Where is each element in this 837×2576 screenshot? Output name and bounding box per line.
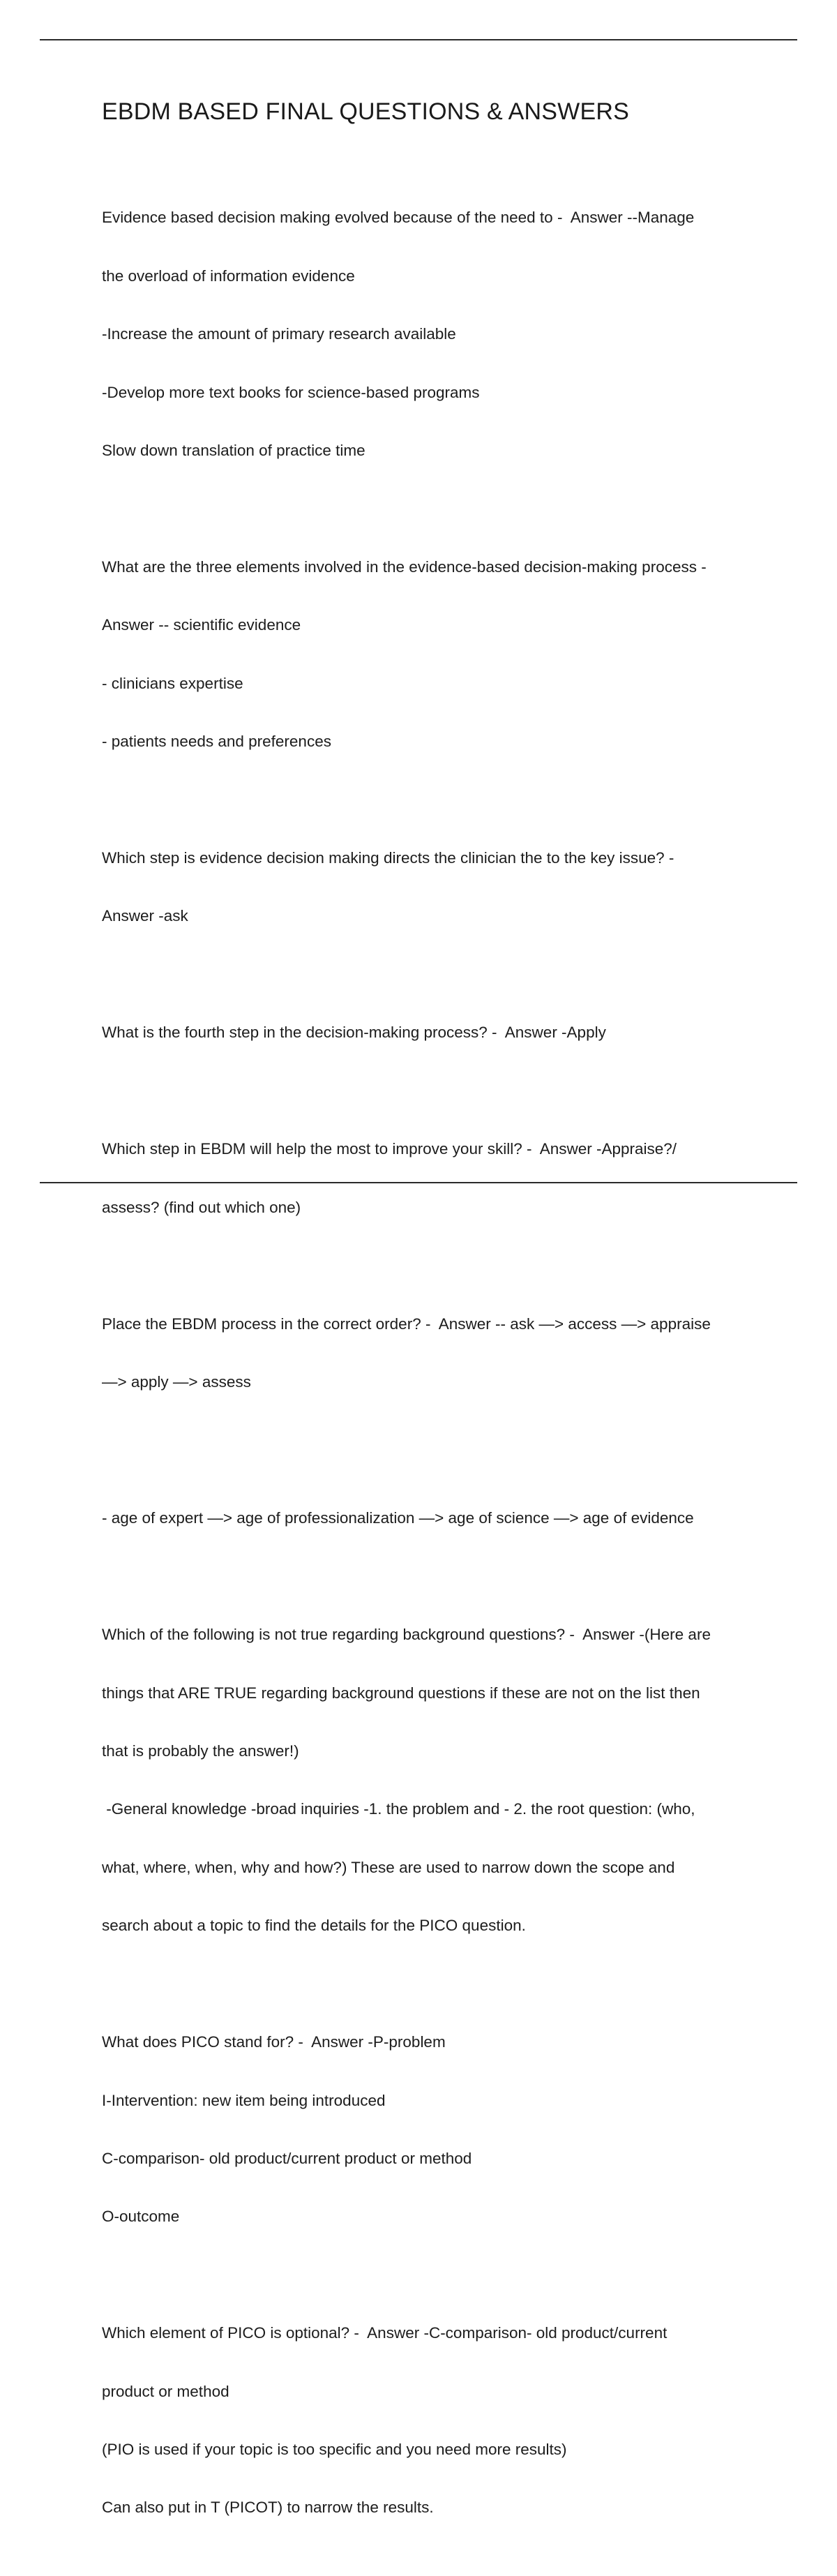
qa-line: O-outcome	[102, 2208, 180, 2226]
qa-line: Evidence based decision making evolved because of the need to - Answer --Manage	[102, 209, 695, 227]
qa-line: —> apply —> assess	[102, 1373, 251, 1391]
qa-entry	[102, 2285, 771, 2556]
qa-line: What are the three elements involved in the evidence-based decision-making process -	[102, 557, 707, 576]
qa-line: Answer -ask	[102, 907, 188, 925]
qa-line: search about a topic to find the details for the PICO question.	[102, 1917, 526, 1935]
qa-line: - clinicians expertise	[102, 674, 243, 692]
qa-line: What does PICO stand for? - Answer -P-problem	[102, 2033, 446, 2051]
qa-entry	[102, 170, 771, 500]
qa-line: (PIO is used if your topic is too specific and you need more results)	[102, 2441, 567, 2459]
qa-line: -General knowledge -broad inquiries -1. the problem and - 2. the root question: (who,	[102, 1800, 695, 1818]
qa-entry	[102, 1275, 771, 1430]
qa-line: product or method	[102, 2382, 229, 2400]
qa-entry	[102, 1101, 771, 1256]
qa-line: -Develop more text books for science-based programs	[102, 383, 480, 401]
qa-line: assess? (find out which one)	[102, 1198, 301, 1216]
qa-entry	[102, 810, 771, 965]
qa-line: - patients needs and preferences	[102, 733, 331, 751]
qa-entry	[102, 518, 771, 790]
top-rule	[40, 39, 797, 40]
qa-line: I-Intervention: new item being introduced	[102, 2091, 386, 2109]
qa-line: things that ARE TRUE regarding background questions if these are not on the list then	[102, 1684, 700, 1702]
qa-line: Which step in EBDM will help the most to improve your skill? - Answer -Appraise?/	[102, 1140, 677, 1158]
bottom-rule	[40, 1182, 797, 1183]
document-title: EBDM BASED FINAL QUESTIONS & ANSWERS	[102, 98, 629, 125]
qa-line: Slow down translation of practice time	[102, 441, 365, 459]
qa-line: Which step is evidence decision making directs the clinician the to the key issue? -	[102, 849, 674, 867]
qa-line: Place the EBDM process in the correct order? - Answer -- ask —> access —> appraise	[102, 1315, 711, 1333]
qa-line: Can also put in T (PICOT) to narrow the results.	[102, 2499, 434, 2517]
qa-line: Answer -- scientific evidence	[102, 616, 301, 634]
qa-line: Which element of PICO is optional? - Answer -C-comparison- old product/current	[102, 2324, 668, 2342]
qa-entry	[102, 1994, 771, 2266]
qa-line: -Increase the amount of primary research available	[102, 325, 456, 343]
qa-line: - age of expert —> age of professionalization —> age of science —> age of evidence	[102, 1509, 694, 1527]
qa-line: Which of the following is not true regarding background questions? - Answer -(Here are	[102, 1626, 711, 1644]
qa-entry	[102, 984, 771, 1081]
qa-line: that is probably the answer!)	[102, 1742, 299, 1760]
qa-entry	[102, 1587, 771, 1975]
qa-line: what, where, when, why and how?) These are used to narrow down the scope and	[102, 1858, 675, 1876]
document-body	[102, 98, 771, 2576]
qa-line: C-comparison- old product/current product or method	[102, 2149, 472, 2167]
qa-line: What is the fourth step in the decision-making process? - Answer -Apply	[102, 1024, 606, 1042]
qa-entry	[102, 1470, 771, 1567]
qa-line: the overload of information evidence	[102, 267, 355, 285]
